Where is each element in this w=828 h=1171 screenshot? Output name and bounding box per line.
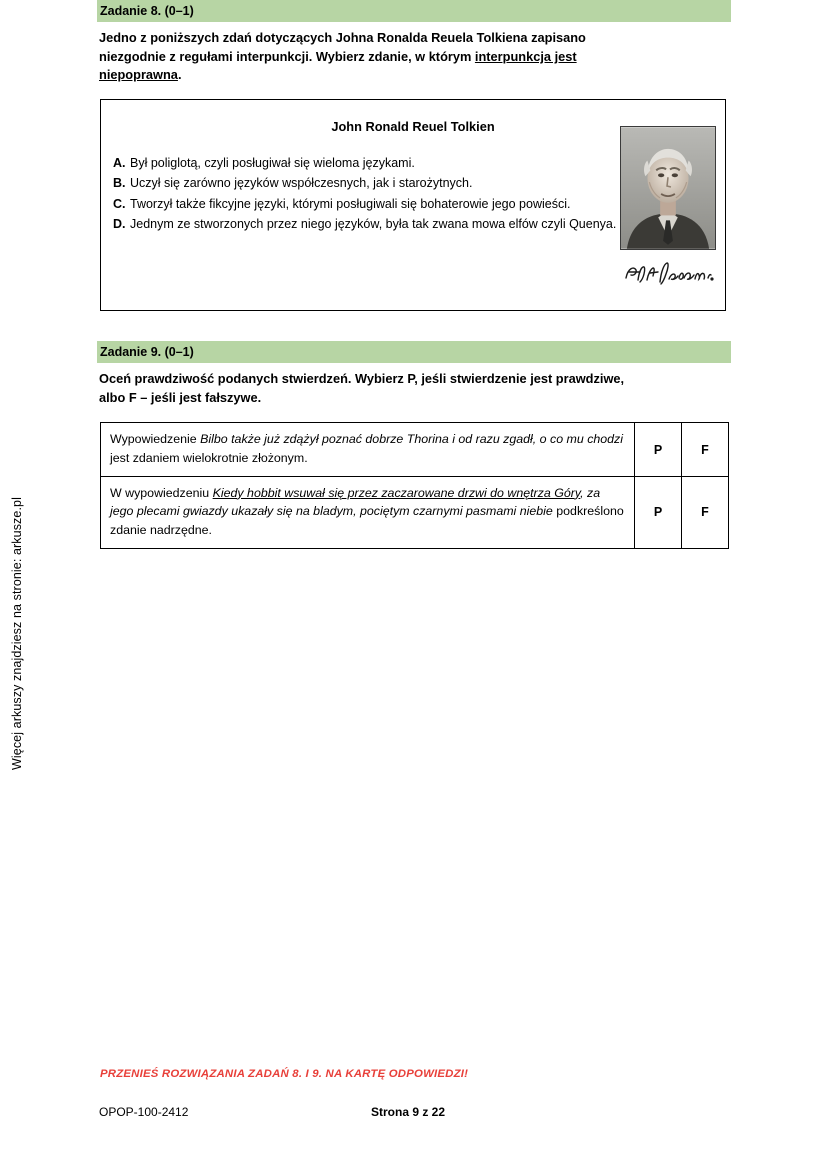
page-number: Strona 9 z 22 xyxy=(371,1105,446,1119)
exam-page xyxy=(97,0,731,1171)
option-d[interactable] xyxy=(113,215,623,234)
task-8-answer-box xyxy=(100,99,726,311)
statement-2-false-option[interactable]: F xyxy=(682,476,729,548)
task-8-instruction-line-2: niezgodnie z regułami interpunkcji. Wybierz zdanie, w którym xyxy=(99,48,475,64)
table-row xyxy=(101,476,729,548)
task-9-instruction xyxy=(97,370,731,407)
statement-2 xyxy=(101,476,635,548)
statement-1-quote: Bilbo także już zdążył poznać dobrze Thorina i od razu zgadł, o co mu chodzi xyxy=(200,432,624,447)
statement-1-plain-1: Wypowiedzenie xyxy=(110,432,201,447)
task-8-instruction xyxy=(97,29,731,85)
task-8-instruction-period: . xyxy=(177,67,182,83)
transfer-answers-note: PRZENIEŚ ROZWIĄZANIA ZADAŃ 8. I 9. NA KARTĘ ODPOWIEDZI! xyxy=(100,1068,469,1080)
option-a[interactable] xyxy=(113,154,623,173)
option-a-letter: A. xyxy=(113,156,126,171)
option-d-letter: D. xyxy=(113,217,126,232)
task-8-header: Zadanie 8. (0–1) xyxy=(97,0,731,22)
watermark-side-note: Więcej arkuszy znajdziesz na stronie: arkusze.pl xyxy=(10,497,24,770)
task-9-true-false-table xyxy=(100,422,729,548)
option-d-text: Jednym ze stworzonych przez niego języków, była tak zwana mowa elfów czyli Quenya. xyxy=(130,217,617,232)
option-b-text: Uczył się zarówno języków współczesnych, jak i starożytnych. xyxy=(130,176,473,191)
statement-2-quote-underlined: Kiedy hobbit wsuwał się przez zaczarowane drzwi do wnętrza Góry xyxy=(212,485,581,500)
tolkien-portrait-image xyxy=(620,126,716,250)
tolkien-signature-image xyxy=(620,256,716,292)
table-row xyxy=(101,423,729,476)
statement-2-plain-1: W wypowiedzeniu xyxy=(110,485,213,500)
option-c-text: Tworzył także fikcyjne języki, którymi posługiwali się bohaterowie jego powieści. xyxy=(130,196,571,211)
statement-2-plain-2: podkreślono zdanie nadrzędne. xyxy=(110,504,624,537)
statement-1-true-option[interactable]: P xyxy=(635,423,682,476)
task-8-instruction-emphasis-2: niepoprawna xyxy=(99,67,178,83)
task-8-options xyxy=(101,154,623,235)
sheet-code: OPOP-100-2412 xyxy=(99,1105,189,1119)
task-8-instruction-line-1: Jedno z poniższych zdań dotyczących Johna Ronalda Reuela Tolkiena zapisano xyxy=(99,30,586,46)
statement-2-true-option[interactable]: P xyxy=(635,476,682,548)
statement-2-quote-rest: , za jego plecami gwiazdy ukazały się na bladym, pociętym czarnymi pasmami niebie xyxy=(110,485,601,519)
option-a-text: Był poliglotą, czyli posługiwał się wieloma językami. xyxy=(130,156,415,171)
task-8-box-title: John Ronald Reuel Tolkien xyxy=(331,119,495,135)
statement-1-plain-2: jest zdaniem wielokrotnie złożonym. xyxy=(110,451,308,466)
statement-1-false-option[interactable]: F xyxy=(682,423,729,476)
option-b-letter: B. xyxy=(113,176,126,191)
task-8-instruction-emphasis-1: interpunkcja jest xyxy=(474,48,577,64)
task-9-instruction-line-1: Oceń prawdziwość podanych stwierdzeń. Wybierz P, jeśli stwierdzenie jest prawdziwe, xyxy=(99,371,625,387)
task-9-instruction-line-2: albo F – jeśli jest fałszywe. xyxy=(99,389,262,405)
option-c-letter: C. xyxy=(113,196,126,211)
task-9-header: Zadanie 9. (0–1) xyxy=(97,341,731,363)
tolkien-portrait-block xyxy=(620,126,716,292)
statement-1 xyxy=(101,423,635,476)
option-b[interactable] xyxy=(113,174,623,193)
option-c[interactable] xyxy=(113,195,623,214)
